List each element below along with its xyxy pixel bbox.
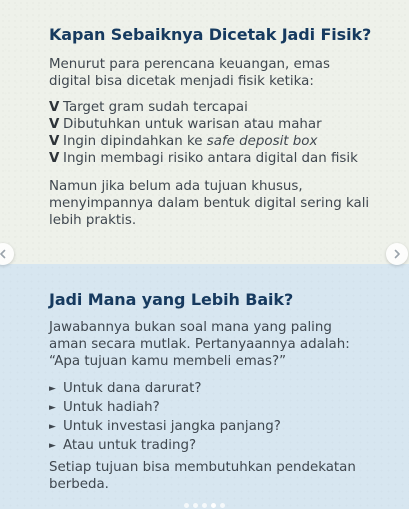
list-item-text: Ingin dipindahkan ke	[63, 134, 207, 149]
question-list	[49, 380, 281, 456]
closing-line: berbeda.	[49, 477, 109, 492]
list-item-text: Atau untuk trading?	[63, 438, 197, 453]
carousel-dot[interactable]	[211, 503, 216, 508]
closing-paragraph	[49, 459, 379, 493]
list-item	[49, 418, 281, 437]
list-item	[49, 399, 281, 418]
list-item-text: Dibutuhkan untuk warisan atau mahar	[63, 117, 322, 132]
intro-line: aman secara mutlak. Pertanyaannya adalah:	[49, 337, 350, 352]
check-icon: V	[49, 151, 60, 166]
intro-line: digital bisa dicetak menjadi fisik ketika:	[49, 74, 314, 89]
chevron-left-icon	[0, 249, 8, 259]
check-icon: V	[49, 134, 60, 149]
list-item-text: Untuk hadiah?	[63, 400, 160, 415]
intro-paragraph	[49, 56, 369, 90]
check-icon: V	[49, 100, 60, 115]
list-item	[49, 99, 358, 116]
section-heading: Jadi Mana yang Lebih Baik?	[49, 290, 294, 309]
carousel-dot[interactable]	[220, 503, 225, 508]
carousel-pagination	[0, 503, 409, 508]
intro-line: Menurut para perencana keuangan, emas	[49, 57, 330, 72]
list-item-text: Target gram sudah tercapai	[63, 100, 248, 115]
intro-line: Jawabannya bukan soal mana yang paling	[49, 320, 332, 335]
list-item-italic: safe deposit box	[206, 134, 318, 149]
carousel-next-button[interactable]	[386, 243, 408, 265]
list-item-text: Untuk dana darurat?	[63, 381, 202, 396]
list-item	[49, 150, 358, 167]
arrow-right-icon: ►	[49, 384, 56, 394]
list-item	[49, 133, 358, 150]
arrow-right-icon: ►	[49, 441, 56, 451]
arrow-right-icon: ►	[49, 403, 56, 413]
list-item-text: Untuk investasi jangka panjang?	[63, 419, 281, 434]
check-icon: V	[49, 117, 60, 132]
intro-paragraph	[49, 319, 369, 370]
checklist	[49, 99, 358, 167]
list-item	[49, 380, 281, 399]
closing-line: Namun jika belum ada tujuan khusus,	[49, 179, 303, 194]
section-heading: Kapan Sebaiknya Dicetak Jadi Fisik?	[49, 25, 372, 44]
carousel-dot[interactable]	[202, 503, 207, 508]
closing-paragraph	[49, 178, 379, 229]
closing-line: lebih praktis.	[49, 213, 137, 228]
chevron-right-icon	[392, 249, 402, 259]
carousel-dot[interactable]	[193, 503, 198, 508]
closing-line: menyimpannya dalam bentuk digital sering kali	[49, 196, 370, 211]
list-item	[49, 437, 281, 456]
closing-line: Setiap tujuan bisa membutuhkan pendekatan	[49, 460, 356, 475]
list-item-text: Ingin membagi risiko antara digital dan fisik	[63, 151, 358, 166]
slide-panel-which-better	[0, 264, 409, 509]
arrow-right-icon: ►	[49, 422, 56, 432]
intro-line: “Apa tujuan kamu membeli emas?”	[49, 354, 287, 369]
list-item	[49, 116, 358, 133]
carousel-dot[interactable]	[184, 503, 189, 508]
